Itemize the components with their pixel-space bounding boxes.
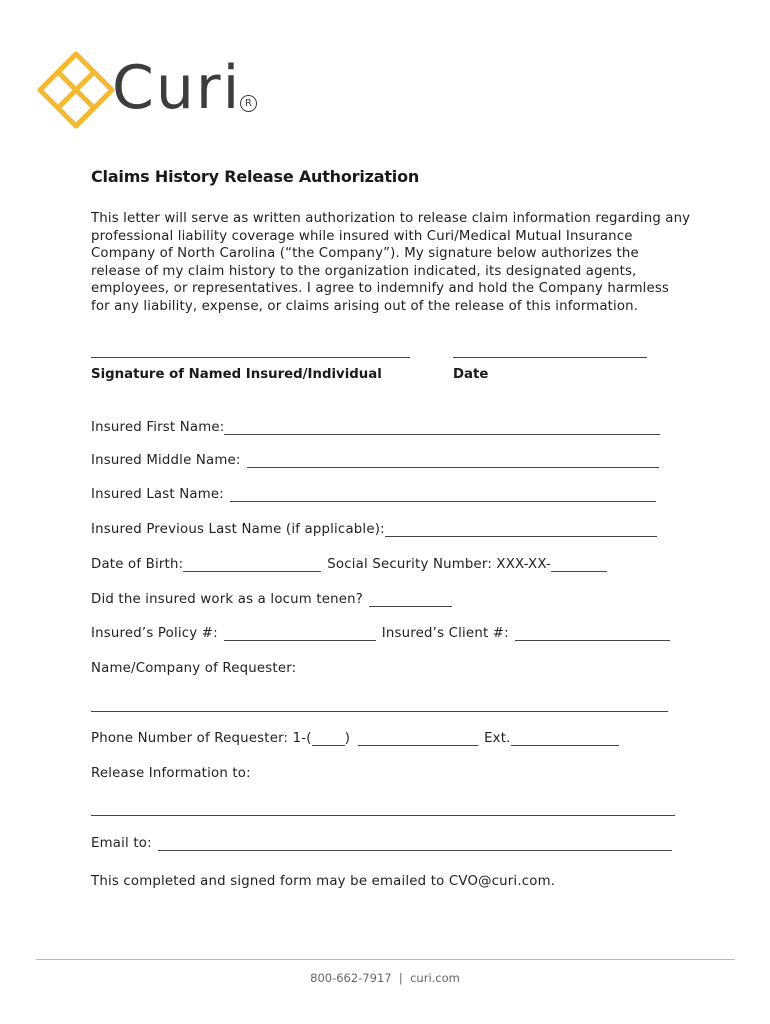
middle-name-field[interactable] (247, 455, 659, 468)
release-to-label: Release Information to: (91, 766, 251, 781)
client-label: Insured’s Client #: (381, 626, 509, 641)
phone-paren: ) (344, 731, 351, 746)
signature-line[interactable] (91, 357, 410, 358)
curi-logo (36, 50, 266, 130)
requester-name-field[interactable] (91, 711, 668, 712)
date-line[interactable] (453, 357, 647, 358)
locum-field[interactable] (369, 594, 452, 607)
first-name-field[interactable] (224, 422, 660, 435)
policy-label: Insured’s Policy #: (91, 626, 218, 641)
policy-field[interactable] (224, 628, 376, 641)
first-name-label: Insured First Name: (91, 420, 225, 435)
dob-field[interactable] (183, 559, 321, 572)
footer-contact: 800-662-7917 | curi.com (310, 971, 460, 985)
logo-wordmark: Curi (112, 53, 242, 123)
registered-mark: R (240, 95, 257, 112)
dob-ssn-row (91, 557, 607, 572)
last-name-row (91, 487, 656, 502)
phone-row (91, 731, 619, 746)
middle-name-label: Insured Middle Name: (91, 453, 241, 468)
closing-text: This completed and signed form may be emailed to CVO@curi.com. (91, 874, 556, 889)
middle-name-row (91, 453, 659, 468)
requester-name-row (91, 661, 296, 676)
previous-last-name-field[interactable] (385, 524, 657, 537)
email-row (91, 836, 672, 851)
ext-label: Ext. (484, 731, 511, 746)
email-label: Email to: (91, 836, 152, 851)
phone-number-field[interactable] (358, 733, 478, 746)
curi-diamond-logo-icon (36, 50, 116, 130)
release-to-field[interactable] (91, 815, 675, 816)
locum-label: Did the insured work as a locum tenen? (91, 592, 364, 607)
previous-last-name-row (91, 522, 657, 537)
ssn-label: Social Security Number: XXX-XX- (327, 557, 551, 572)
first-name-row (91, 420, 660, 435)
page-title: Claims History Release Authorization (91, 167, 420, 186)
footer-rule (36, 959, 735, 960)
closing-note (91, 874, 555, 889)
requester-name-label: Name/Company of Requester: (91, 661, 297, 676)
email-field[interactable] (158, 838, 672, 851)
last-name-label: Insured Last Name: (91, 487, 224, 502)
signature-label: Signature of Named Insured/Individual (91, 367, 382, 382)
dob-label: Date of Birth: (91, 557, 184, 572)
previous-last-name-label: Insured Previous Last Name (if applicable): (91, 522, 385, 537)
last-name-field[interactable] (230, 489, 656, 502)
release-to-row (91, 766, 251, 781)
policy-client-row (91, 626, 670, 641)
phone-label: Phone Number of Requester: 1-( (91, 731, 312, 746)
area-code-field[interactable] (312, 733, 345, 746)
locum-row (91, 592, 452, 607)
client-field[interactable] (515, 628, 670, 641)
authorization-paragraph: This letter will serve as written authorization to release claim information regarding any professional liability coverage while insured with Curi/Medical Mutual Insurance Company of North Carolina (“the Company”). My signature below authorizes the release of my claim history to the organization indicated, its designated agents, employees, or representatives. I agree to indemnify and hold the Company harmless for any liability, expense, or claims arising out of the release of this information. (91, 211, 691, 314)
ssn-field[interactable] (551, 559, 607, 572)
ext-field[interactable] (511, 733, 619, 746)
date-label: Date (453, 367, 489, 382)
